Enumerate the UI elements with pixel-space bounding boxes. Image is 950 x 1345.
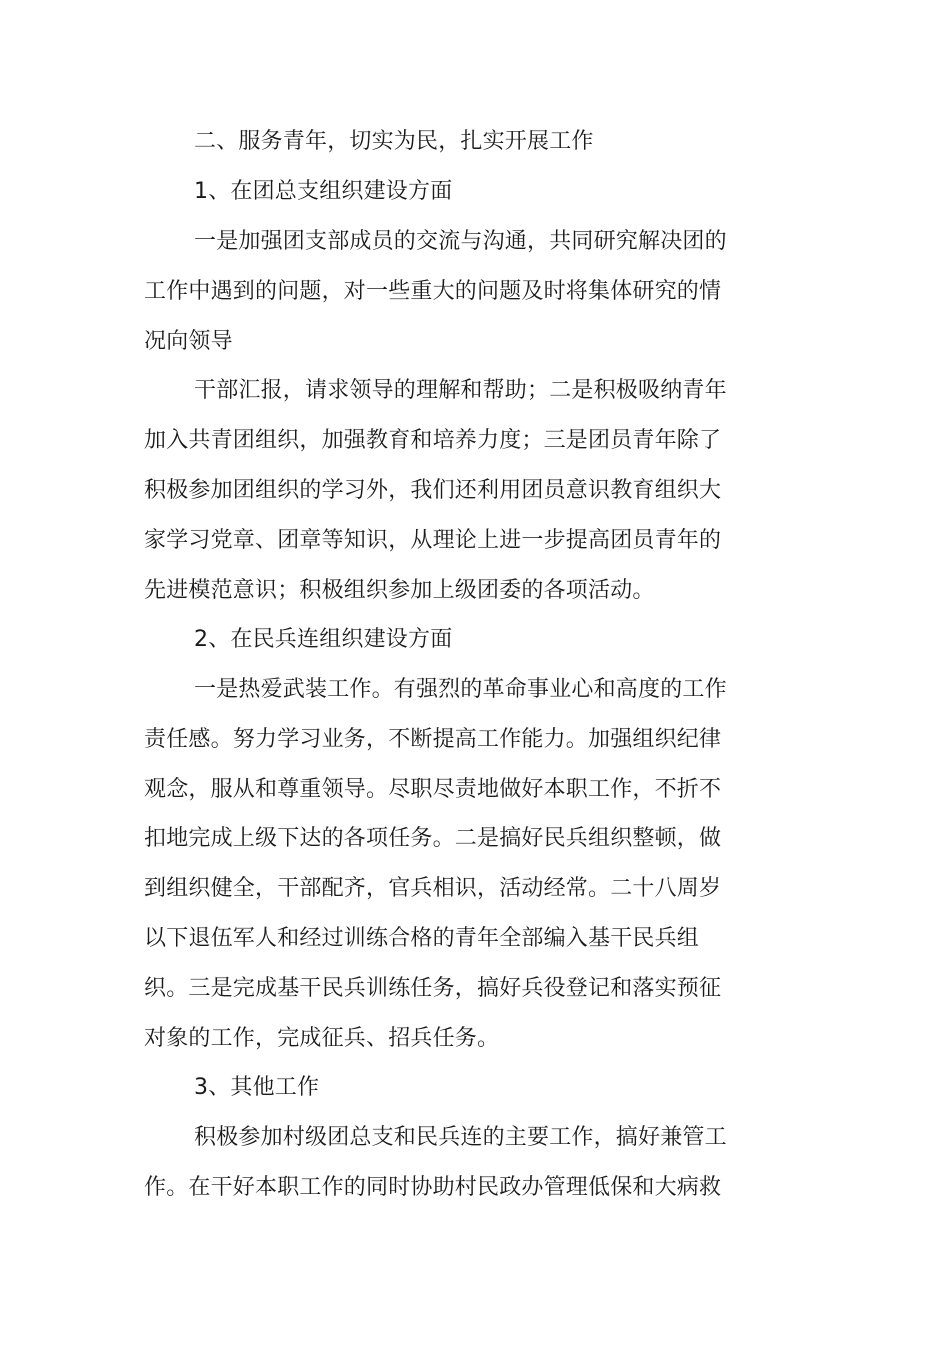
paragraph-line: 加入共青团组织，加强教育和培养力度；三是团员青年除了 [144, 428, 722, 453]
paragraph-line: 况向领导 [144, 329, 233, 354]
subsection-heading-3: 3、其他工作 [194, 1075, 320, 1100]
paragraph-line: 织。三是完成基干民兵训练任务，搞好兵役登记和落实预征 [144, 976, 722, 1001]
paragraph-line: 对象的工作，完成征兵、招兵任务。 [144, 1026, 500, 1051]
paragraph-line: 到组织健全，干部配齐，官兵相识，活动经常。二十八周岁 [144, 876, 722, 901]
paragraph-line: 作。在干好本职工作的同时协助村民政办管理低保和大病救 [144, 1175, 722, 1200]
section-heading: 二、服务青年，切实为民，扎实开展工作 [194, 129, 594, 154]
paragraph-line: 观念，服从和尊重领导。尽职尽责地做好本职工作，不折不 [144, 777, 722, 802]
paragraph-line: 以下退伍军人和经过训练合格的青年全部编入基干民兵组 [144, 926, 700, 951]
subsection-heading-2: 2、在民兵连组织建设方面 [194, 627, 453, 652]
paragraph-line: 一是加强团支部成员的交流与沟通，共同研究解决团的 [194, 229, 727, 254]
paragraph-line: 干部汇报，请求领导的理解和帮助；二是积极吸纳青年 [194, 378, 727, 403]
paragraph-line: 责任感。努力学习业务，不断提高工作能力。加强组织纪律 [144, 727, 722, 752]
paragraph-line: 积极参加团组织的学习外，我们还利用团员意识教育组织大 [144, 478, 722, 503]
paragraph-line: 家学习党章、团章等知识，从理论上进一步提高团员青年的 [144, 528, 722, 553]
subsection-heading-1: 1、在团总支组织建设方面 [194, 179, 453, 204]
paragraph-line: 积极参加村级团总支和民兵连的主要工作，搞好兼管工 [194, 1125, 727, 1150]
paragraph-line: 扣地完成上级下达的各项任务。二是搞好民兵组织整顿，做 [144, 826, 722, 851]
paragraph-line: 一是热爱武装工作。有强烈的革命事业心和高度的工作 [194, 677, 727, 702]
paragraph-line: 工作中遇到的问题，对一些重大的问题及时将集体研究的情 [144, 279, 722, 304]
paragraph-line: 先进模范意识；积极组织参加上级团委的各项活动。 [144, 578, 655, 603]
